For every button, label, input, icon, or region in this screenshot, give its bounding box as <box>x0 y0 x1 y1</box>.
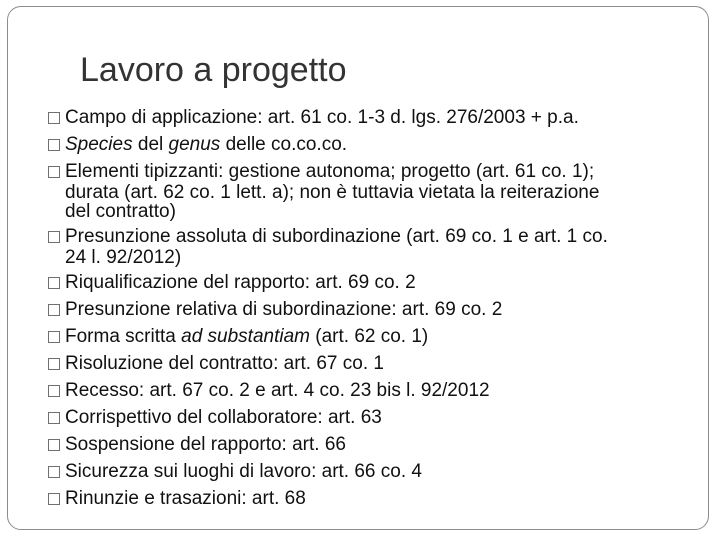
bullet-text: Sospensione del rapporto: art. 66 <box>65 434 346 455</box>
bullet-text-line <box>65 183 700 202</box>
bullet-text-line <box>65 407 700 429</box>
bullet-text: durata (art. 62 co. 1 lett. a); non è tuttavia vietata la reiterazione <box>65 182 600 203</box>
bullet-text: Risoluzione del contratto: art. 67 co. 1 <box>65 353 384 374</box>
bullet-text: Rinunzie e trasazioni: art. 68 <box>65 488 306 509</box>
checkbox-bullet-icon <box>48 277 60 289</box>
bullet-text: Riqualificazione del rapporto: art. 69 co. 2 <box>65 272 416 293</box>
checkbox-bullet-icon <box>48 166 60 178</box>
bullet-text-line <box>65 134 700 156</box>
bullet-text-line <box>65 326 700 348</box>
bullet-text: Elementi tipizzanti: gestione autonoma; progetto (art. 61 co. 1); <box>65 161 595 182</box>
bullet-text: (art. 62 co. 1) <box>309 326 429 347</box>
bullet-text-line <box>65 461 700 483</box>
bullet-text-line <box>65 248 700 267</box>
bullet-item <box>20 461 700 483</box>
bullet-item <box>20 161 700 221</box>
checkbox-bullet-icon <box>48 112 60 124</box>
bullet-text-line <box>65 272 700 294</box>
bullet-text: Presunzione relativa di subordinazione: art. 69 co. 2 <box>65 299 503 320</box>
slide-title: Lavoro a progetto <box>80 51 347 89</box>
bullet-text-line <box>65 202 700 221</box>
bullet-item <box>20 272 700 294</box>
bullet-item <box>20 134 700 156</box>
checkbox-bullet-icon <box>48 231 60 243</box>
bullet-text-line <box>65 299 700 321</box>
bullet-text: Campo di applicazione: art. 61 co. 1-3 d. lgs. 276/2003 + p.a. <box>65 107 579 128</box>
checkbox-bullet-icon <box>48 466 60 478</box>
bullet-item <box>20 353 700 375</box>
bullet-text-line <box>65 161 700 183</box>
bullet-text: del contratto) <box>65 201 176 222</box>
checkbox-bullet-icon <box>48 493 60 505</box>
checkbox-bullet-icon <box>48 139 60 151</box>
checkbox-bullet-icon <box>48 412 60 424</box>
bullet-text-line <box>65 353 700 375</box>
bullet-text: delle co.co.co. <box>220 134 348 155</box>
bullet-item <box>20 434 700 456</box>
bullet-text: Recesso: art. 67 co. 2 e art. 4 co. 23 bis l. 92/2012 <box>65 380 490 401</box>
bullet-item <box>20 326 700 348</box>
italic-text: genus <box>168 134 221 155</box>
bullet-text: 24 l. 92/2012) <box>65 247 182 268</box>
bullet-text-line <box>65 488 700 510</box>
bullet-list <box>20 107 700 515</box>
checkbox-bullet-icon <box>48 439 60 451</box>
italic-text: ad substantiam <box>181 326 310 347</box>
bullet-text: Forma scritta <box>65 326 182 347</box>
bullet-item <box>20 299 700 321</box>
bullet-item <box>20 380 700 402</box>
checkbox-bullet-icon <box>48 304 60 316</box>
checkbox-bullet-icon <box>48 358 60 370</box>
italic-text: Species <box>65 134 133 155</box>
bullet-item <box>20 107 700 129</box>
bullet-item <box>20 407 700 429</box>
bullet-text: del <box>132 134 169 155</box>
checkbox-bullet-icon <box>48 331 60 343</box>
bullet-text-line <box>65 107 700 129</box>
checkbox-bullet-icon <box>48 385 60 397</box>
bullet-item <box>20 488 700 510</box>
bullet-text-line <box>65 434 700 456</box>
bullet-text: Sicurezza sui luoghi di lavoro: art. 66 co. 4 <box>65 461 422 482</box>
bullet-text: Corrispettivo del collaboratore: art. 63 <box>65 407 382 428</box>
bullet-text-line <box>65 226 700 248</box>
bullet-item <box>20 226 700 267</box>
bullet-text-line <box>65 380 700 402</box>
bullet-text: Presunzione assoluta di subordinazione (art. 69 co. 1 e art. 1 co. <box>65 226 608 247</box>
